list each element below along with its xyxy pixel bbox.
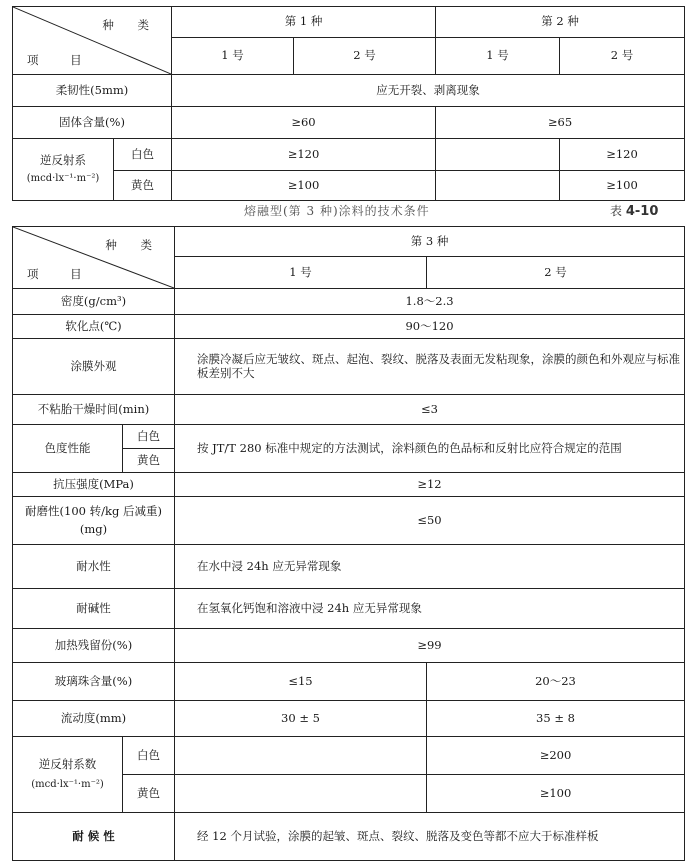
water-label: 耐水性 <box>13 545 175 589</box>
retro-yellow-empty <box>175 775 427 813</box>
flow-value-2: 35 ± 8 <box>427 701 685 737</box>
retro-label <box>13 139 114 201</box>
alkali-value: 在氢氧化钙饱和溶液中浸 24h 应无异常现象 <box>175 589 685 629</box>
wear-value: ≤50 <box>175 497 685 545</box>
white-empty <box>436 139 560 171</box>
weather-label: 耐 候 性 <box>13 813 175 861</box>
retro-yellow-value: ≥100 <box>427 775 685 813</box>
header-no2: 2 号 <box>427 257 685 289</box>
flex-label: 柔韧性(5mm) <box>13 75 172 107</box>
header-no2-a: 2 号 <box>294 38 436 75</box>
yellow-value-2: ≥100 <box>560 171 685 201</box>
compress-label: 抗压强度(MPa) <box>13 473 175 497</box>
caption-title: 熔融型(第 3 种)涂料的技术条件 <box>244 204 430 218</box>
header-type-1: 第 1 种 <box>172 7 436 38</box>
table-1 <box>12 6 685 201</box>
compress-value: ≥12 <box>175 473 685 497</box>
solid-label: 固体含量(%) <box>13 107 172 139</box>
soften-value: 90～120 <box>175 315 685 339</box>
flex-value: 应无开裂、剥离现象 <box>172 75 685 107</box>
header-type-3: 第 3 种 <box>175 227 685 257</box>
yellow-label: 黄色 <box>114 171 172 201</box>
chroma-value: 按 JT/T 280 标准中规定的方法测试，涂料颜色的色品标和反射比应符合规定的范围 <box>175 425 685 473</box>
notack-label: 不粘胎干燥时间(min) <box>13 395 175 425</box>
header-item: 项 目 <box>27 53 96 68</box>
yellow-value-1: ≥100 <box>172 171 436 201</box>
solid-value-2: ≥65 <box>436 107 685 139</box>
yellow-empty <box>436 171 560 201</box>
chroma-yellow-label: 黄色 <box>123 449 175 473</box>
caption-number <box>610 202 658 219</box>
retro-white-empty <box>175 737 427 775</box>
header-item: 项 目 <box>27 267 96 282</box>
alkali-label: 耐碱性 <box>13 589 175 629</box>
retro-label-line-1: 逆反射系 <box>40 152 86 167</box>
header-no1-a: 1 号 <box>172 38 294 75</box>
header-category: 种 类 <box>102 18 159 32</box>
wear-label-line-1: 耐磨性(100 转/kg 后减重) <box>25 503 162 518</box>
retro-label-line-2: (mcd·lx⁻¹·m⁻²) <box>26 173 100 185</box>
flow-value-1: 30 ± 5 <box>175 701 427 737</box>
table-2-corner-header <box>13 227 175 289</box>
header-category: 种 类 <box>105 238 162 252</box>
retro-white-value: ≥200 <box>427 737 685 775</box>
table-caption <box>0 202 693 220</box>
retro-label <box>13 737 123 813</box>
chroma-white-label: 白色 <box>123 425 175 449</box>
header-no1-b: 1 号 <box>436 38 560 75</box>
caption-prefix: 表 <box>610 204 623 218</box>
white-label: 白色 <box>114 139 172 171</box>
chroma-label: 色度性能 <box>13 425 123 473</box>
white-value-1: ≥120 <box>172 139 436 171</box>
wear-label-line-2: (mg) <box>79 521 108 536</box>
glass-value-1: ≤15 <box>175 663 427 701</box>
appearance-value: 涂膜冷凝后应无皱纹、斑点、起泡、裂纹、脱落及表面无发粘现象，涂膜的颜色和外观应与标准板差别不大 <box>175 339 685 395</box>
residue-value: ≥99 <box>175 629 685 663</box>
glass-value-2: 20～23 <box>427 663 685 701</box>
residue-label: 加热残留份(%) <box>13 629 175 663</box>
water-value: 在水中浸 24h 应无异常现象 <box>175 545 685 589</box>
caption-table-number: 4-10 <box>625 204 659 219</box>
weather-value: 经 12 个月试验，涂膜的起皱、斑点、裂纹、脱落及变色等都不应大于标准样板 <box>175 813 685 861</box>
header-type-2: 第 2 种 <box>436 7 685 38</box>
table-1-corner-header <box>13 7 172 75</box>
header-no1: 1 号 <box>175 257 427 289</box>
retro-white-label: 白色 <box>123 737 175 775</box>
table-2 <box>12 226 685 861</box>
glass-label: 玻璃珠含量(%) <box>13 663 175 701</box>
retro-yellow-label: 黄色 <box>123 775 175 813</box>
notack-value: ≤3 <box>175 395 685 425</box>
flow-label: 流动度(mm) <box>13 701 175 737</box>
density-value: 1.8～2.3 <box>175 289 685 315</box>
white-value-2: ≥120 <box>560 139 685 171</box>
header-no2-b: 2 号 <box>560 38 685 75</box>
appearance-label: 涂膜外观 <box>13 339 175 395</box>
wear-label <box>13 497 175 545</box>
retro-label-line-1: 逆反射系数 <box>38 756 97 771</box>
retro-label-line-2: (mcd·lx⁻¹·m⁻²) <box>31 779 104 791</box>
density-label: 密度(g/cm³) <box>13 289 175 315</box>
solid-value-1: ≥60 <box>172 107 436 139</box>
soften-label: 软化点(℃) <box>13 315 175 339</box>
